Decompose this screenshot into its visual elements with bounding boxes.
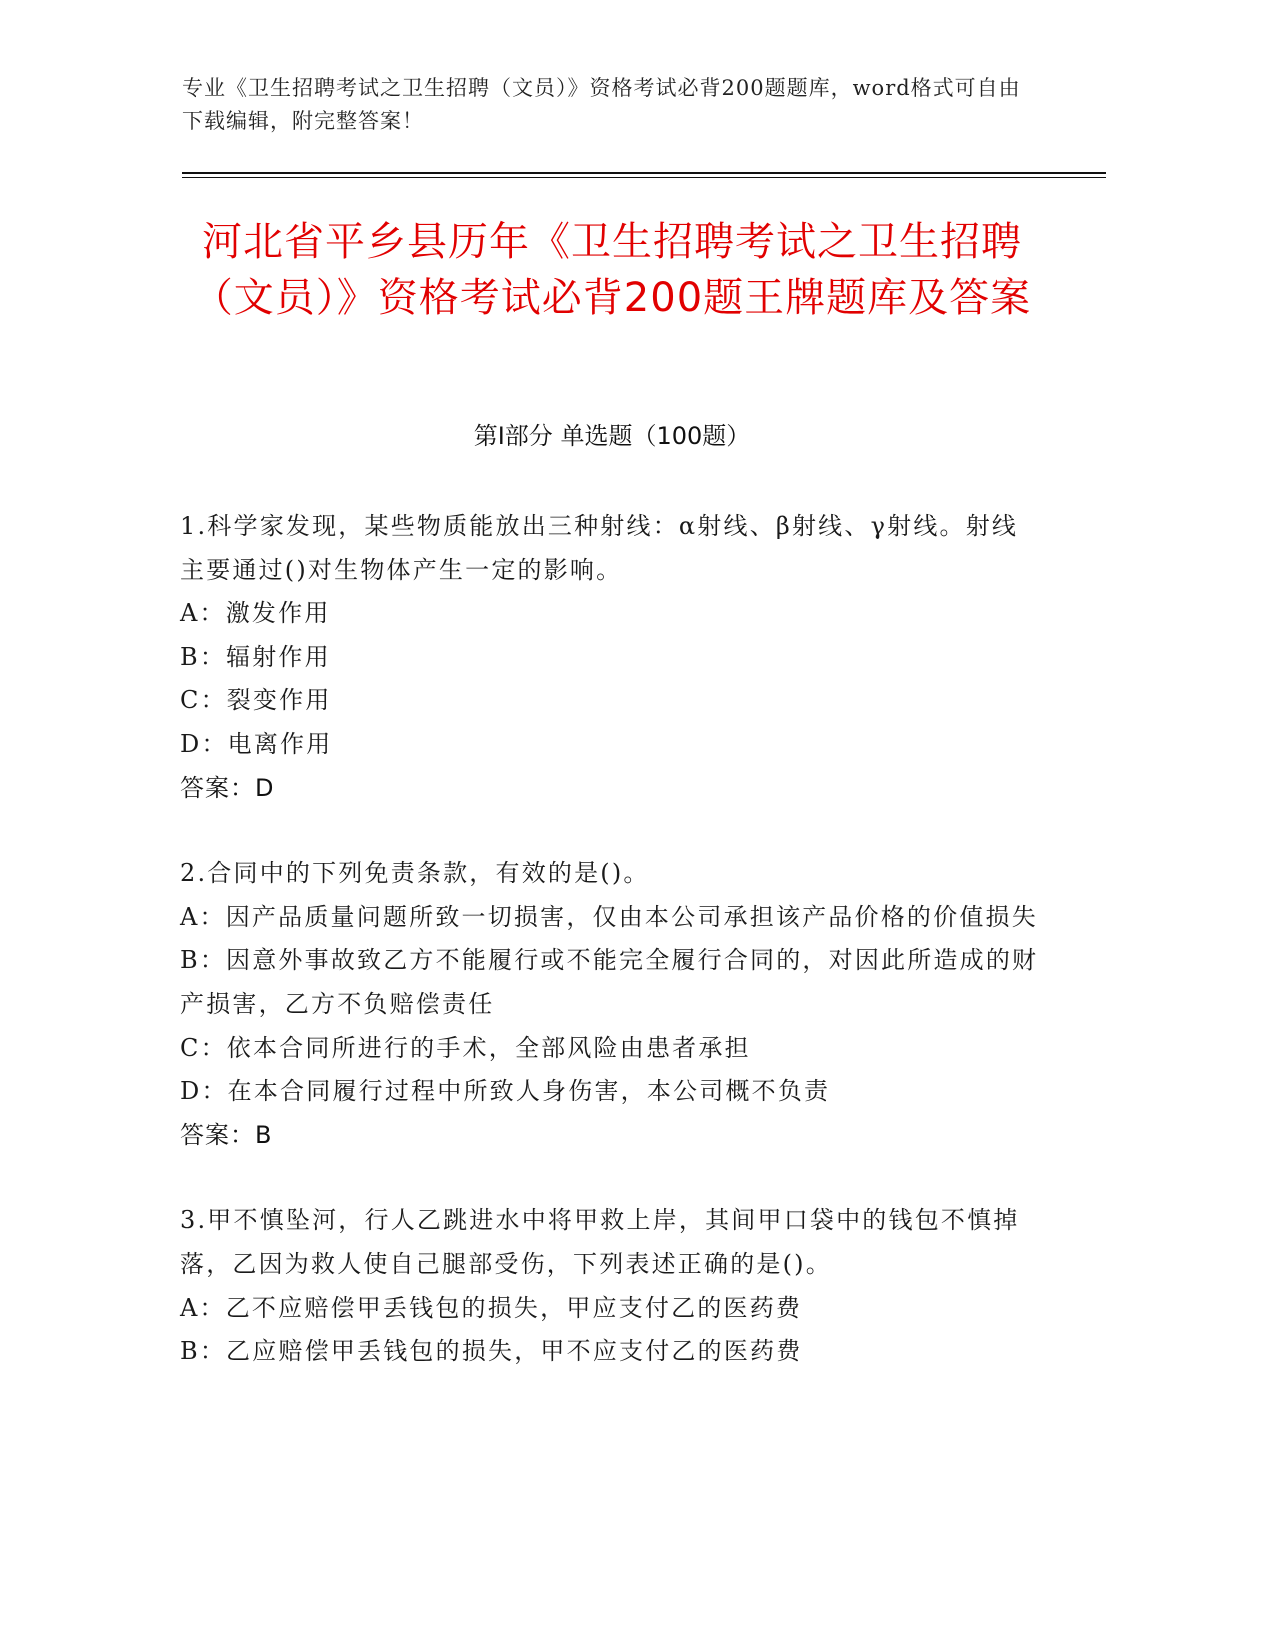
option-c: C：裂变作用 xyxy=(180,686,332,715)
header-note: 专业《卫生招聘考试之卫生招聘（文员）》资格考试必背200题题库，word格式可自由下载编辑，附完整答案！ xyxy=(182,76,1021,133)
section-heading: 第Ⅰ部分 单选题（100题） xyxy=(473,422,751,450)
question-text: 1.科学家发现，某些物质能放出三种射线：α射线、β射线、γ射线。射线主要通过()对生物体产生一定的影响。 xyxy=(180,512,1019,584)
header-rule-thin xyxy=(182,177,1106,178)
answer-line: 答案：B xyxy=(180,1120,273,1149)
question-list xyxy=(180,505,1040,1416)
option-b: B：乙应赔偿甲丢钱包的损失，甲不应支付乙的医药费 xyxy=(180,1337,803,1366)
question-text: 2.合同中的下列免责条款，有效的是()。 xyxy=(180,859,650,888)
question-text: 3.甲不慎坠河，行人乙跳进水中将甲救上岸，其间甲口袋中的钱包不慎掉落，乙因为救人使自己腿部受伤，下列表述正确的是()。 xyxy=(180,1206,1020,1278)
option-d: D：在本合同履行过程中所致人身伤害，本公司概不负责 xyxy=(180,1077,831,1106)
option-a: A：因产品质量问题所致一切损害，仅由本公司承担该产品价格的价值损失 xyxy=(180,902,1038,931)
question-3 xyxy=(180,1199,1040,1373)
answer-line: 答案：D xyxy=(180,773,275,802)
option-b: B：因意外事故致乙方不能履行或不能完全履行合同的，对因此所造成的财产损害，乙方不负赔偿责任 xyxy=(180,946,1039,1018)
option-c: C：依本合同所进行的手术，全部风险由患者承担 xyxy=(180,1033,751,1062)
option-b: B：辐射作用 xyxy=(180,642,331,671)
header-rule-thick xyxy=(182,172,1106,174)
option-a: A：激发作用 xyxy=(180,599,331,628)
document-title: 河北省平乡县历年《卫生招聘考试之卫生招聘（文员）》资格考试必背200题王牌题库及答案 xyxy=(192,219,1032,321)
question-2 xyxy=(180,852,1040,1157)
option-a: A：乙不应赔偿甲丢钱包的损失，甲应支付乙的医药费 xyxy=(180,1293,803,1322)
option-d: D：电离作用 xyxy=(180,729,333,758)
question-1 xyxy=(180,505,1040,810)
